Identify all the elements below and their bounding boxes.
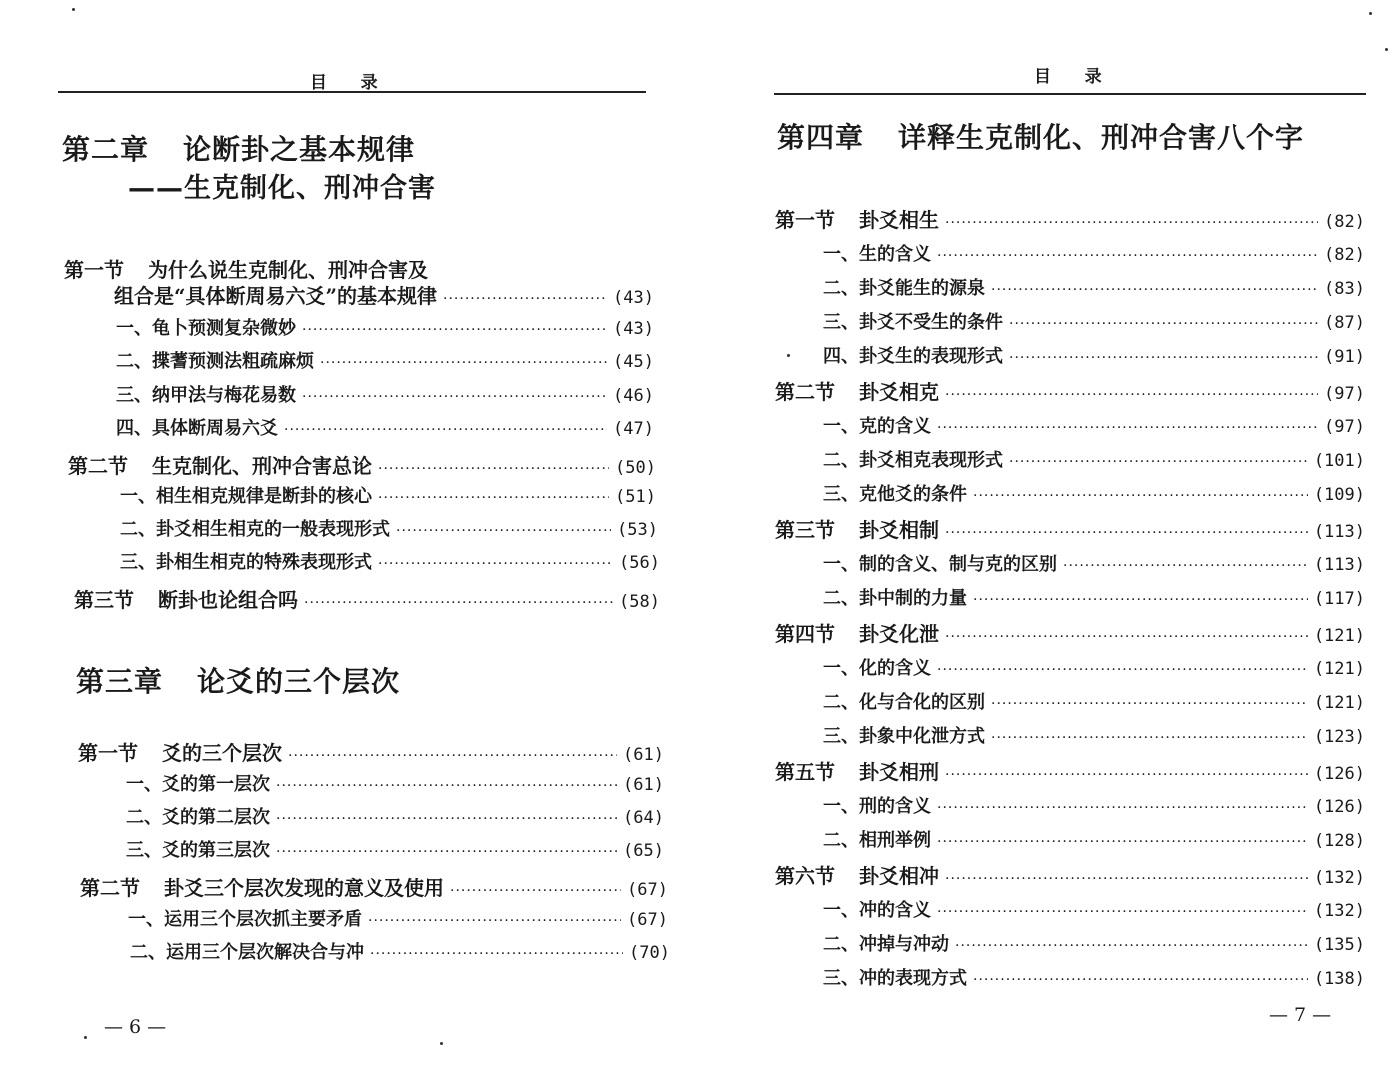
toc-item[interactable] — [126, 803, 664, 833]
page-number: (113) — [1313, 555, 1365, 575]
scan-speck — [787, 354, 790, 357]
item-label: 一、运用三个层次抓主要矛盾 — [128, 909, 362, 930]
toc-item[interactable] — [116, 347, 654, 377]
dot-leader — [284, 422, 607, 438]
page-number: (132) — [1313, 901, 1365, 921]
section-label — [775, 376, 939, 405]
item-label: 一、爻的第一层次 — [126, 774, 270, 795]
page-number: (128) — [1313, 831, 1365, 851]
header-rule — [774, 93, 1366, 95]
item-label: 一、龟卜预测复杂微妙 — [116, 318, 296, 339]
section-title: 卦爻相刑 — [859, 760, 939, 784]
toc-section-entry[interactable] — [775, 204, 1365, 234]
item-label: 一、生的含义 — [823, 244, 931, 265]
item-label: 二、揲蓍预测法粗疏麻烦 — [116, 351, 314, 372]
dot-leader — [991, 696, 1308, 712]
dot-leader — [991, 282, 1318, 298]
page-number: (58) — [619, 592, 660, 612]
section-title: 卦爻相冲 — [859, 864, 939, 888]
section-number: 第一节 — [775, 208, 835, 232]
dot-leader — [973, 972, 1308, 988]
dot-leader — [378, 490, 609, 506]
section-number: 第三节 — [74, 588, 134, 612]
page-number: (83) — [1324, 279, 1365, 299]
dot-leader — [396, 523, 611, 539]
header-rule — [58, 91, 646, 93]
section-label — [74, 584, 298, 613]
page-number: (126) — [1313, 764, 1365, 784]
dot-leader — [368, 913, 621, 929]
chapter-3-heading — [76, 660, 400, 700]
dot-leader — [288, 748, 617, 764]
item-label: 一、冲的含义 — [823, 900, 931, 921]
item-label: 一、相生相克规律是断卦的核心 — [120, 486, 372, 507]
chapter-2-subtitle: ——生克制化、刑冲合害 — [128, 173, 436, 204]
dot-leader — [955, 938, 1308, 954]
section-number: 第三节 — [775, 518, 835, 542]
dot-leader — [973, 488, 1308, 504]
dot-leader — [370, 946, 623, 962]
page-number: (97) — [1324, 417, 1365, 437]
dot-leader — [937, 834, 1308, 850]
item-label: 三、卦相生相克的特殊表现形式 — [120, 552, 372, 573]
toc-section-entry[interactable] — [78, 737, 664, 767]
item-label: 一、克的含义 — [823, 416, 931, 437]
section-number: 第二节 — [68, 454, 128, 478]
item-label: 三、卦象中化泄方式 — [823, 726, 985, 747]
toc-item[interactable] — [120, 515, 658, 545]
toc-section-entry[interactable] — [775, 376, 1365, 406]
section-title: 为什么说生克制化、刑冲合害及 — [148, 258, 428, 282]
toc-item[interactable] — [823, 550, 1365, 580]
section-title: 卦爻相制 — [859, 518, 939, 542]
chapter-4-heading — [777, 116, 1304, 156]
page-number: (82) — [1324, 212, 1365, 232]
dot-leader — [1009, 350, 1318, 366]
section-label — [775, 618, 939, 647]
scan-speck — [1369, 12, 1372, 15]
dot-leader — [450, 883, 621, 899]
dot-leader — [945, 871, 1308, 887]
page-number: (113) — [1313, 522, 1365, 542]
toc-section-entry[interactable] — [775, 756, 1365, 786]
item-label: 三、克他爻的条件 — [823, 484, 967, 505]
page-number: (82) — [1324, 245, 1365, 265]
section-number: 第二节 — [775, 380, 835, 404]
running-head: 目 录 — [1034, 67, 1104, 87]
section-title-continued: 组合是“具体断周易六爻”的基本规律 — [114, 284, 438, 308]
page-number: (109) — [1313, 485, 1365, 505]
toc-item[interactable] — [116, 381, 654, 411]
dot-leader — [276, 844, 617, 860]
dot-leader — [937, 662, 1308, 678]
page-number: (61) — [623, 775, 664, 795]
dot-leader — [1009, 316, 1318, 332]
page-number: (47) — [613, 419, 654, 439]
page-number: (101) — [1313, 451, 1365, 471]
toc-item[interactable] — [120, 482, 656, 512]
toc-item[interactable] — [823, 792, 1365, 822]
toc-section-heading — [64, 254, 428, 283]
dot-leader — [945, 525, 1308, 541]
page-number: (43) — [613, 288, 654, 308]
toc-item[interactable] — [823, 722, 1365, 752]
section-title: 卦爻化泄 — [859, 622, 939, 646]
page-number: (135) — [1313, 935, 1365, 955]
item-label: 四、具体断周易六爻 — [116, 418, 278, 439]
toc-item[interactable] — [823, 274, 1365, 304]
item-label: 三、纳甲法与梅花易数 — [116, 385, 296, 406]
dot-leader — [378, 556, 613, 572]
toc-item[interactable] — [120, 548, 660, 578]
dot-leader — [443, 291, 607, 307]
toc-item[interactable] — [116, 414, 654, 444]
chapter-title: 详释生克制化、刑冲合害八个字 — [898, 121, 1305, 154]
page-folio: — 7 — — [1269, 1004, 1332, 1026]
dot-leader — [276, 778, 617, 794]
toc-section-entry[interactable] — [68, 450, 656, 480]
toc-section-entry[interactable] — [775, 860, 1365, 890]
toc-item[interactable] — [823, 412, 1365, 442]
item-label: 三、卦爻不受生的条件 — [823, 312, 1003, 333]
page-number: (121) — [1313, 626, 1365, 646]
toc-item[interactable] — [823, 446, 1365, 476]
page-number: (132) — [1313, 868, 1365, 888]
section-label — [775, 756, 939, 785]
item-label: 一、化的含义 — [823, 658, 931, 679]
page-number: (123) — [1313, 727, 1365, 747]
toc-item[interactable] — [823, 480, 1365, 510]
toc-item[interactable] — [823, 342, 1365, 372]
dot-leader — [320, 355, 607, 371]
section-title: 卦爻三个层次发现的意义及使用 — [164, 876, 444, 900]
item-label: 二、卦中制的力量 — [823, 588, 967, 609]
chapter-title: 论爻的三个层次 — [197, 665, 401, 698]
page-number: (46) — [613, 386, 654, 406]
scan-speck — [84, 1036, 87, 1039]
chapter-2-heading — [62, 128, 415, 168]
section-title: 生克制化、刑冲合害总论 — [152, 454, 372, 478]
section-number: 第一节 — [64, 258, 124, 282]
toc-section-entry[interactable] — [74, 584, 660, 614]
section-number: 第一节 — [78, 741, 138, 765]
item-label: 三、爻的第三层次 — [126, 840, 270, 861]
item-label: 二、相刑举例 — [823, 830, 931, 851]
toc-item[interactable] — [823, 826, 1365, 856]
toc-item[interactable] — [128, 905, 668, 935]
toc-item[interactable] — [823, 308, 1365, 338]
section-label — [78, 737, 282, 766]
toc-item[interactable] — [823, 584, 1365, 614]
page-number: (126) — [1313, 797, 1365, 817]
dot-leader — [991, 730, 1308, 746]
section-label — [775, 204, 939, 233]
toc-item[interactable] — [130, 938, 670, 968]
toc-section-entry[interactable] — [775, 618, 1365, 648]
page-number: (51) — [615, 487, 656, 507]
section-title: 卦爻相克 — [859, 380, 939, 404]
dot-leader — [304, 595, 613, 611]
chapter-number: 第二章 — [62, 133, 150, 166]
toc-section-entry[interactable] — [775, 514, 1365, 544]
dot-leader — [937, 248, 1318, 264]
page-number: (56) — [619, 553, 660, 573]
item-label: 二、卦爻相克表现形式 — [823, 450, 1003, 471]
section-label — [80, 872, 444, 901]
page-number: (43) — [613, 319, 654, 339]
item-label: 一、刑的含义 — [823, 796, 931, 817]
page-number: (53) — [617, 520, 658, 540]
page-number: (121) — [1313, 693, 1365, 713]
chapter-title: 论断卦之基本规律 — [183, 133, 416, 166]
scan-speck — [72, 8, 75, 11]
page-number: (70) — [629, 943, 670, 963]
page-number: (97) — [1324, 384, 1365, 404]
item-label: 四、卦爻生的表现形式 — [823, 346, 1003, 367]
page-folio: — 6 — — [104, 1016, 167, 1038]
page-number: (65) — [623, 841, 664, 861]
dot-leader — [937, 800, 1308, 816]
scan-speck — [440, 1042, 443, 1045]
page-number: (121) — [1313, 659, 1365, 679]
chapter-number: 第三章 — [76, 665, 164, 698]
toc-item[interactable] — [823, 240, 1365, 270]
page-number: (61) — [623, 745, 664, 765]
running-head: 目 录 — [310, 73, 380, 93]
section-number: 第四节 — [775, 622, 835, 646]
section-title: 卦爻相生 — [859, 208, 939, 232]
item-label: 二、冲掉与冲动 — [823, 934, 949, 955]
dot-leader — [945, 629, 1308, 645]
page-number: (50) — [615, 458, 656, 478]
toc-section-entry[interactable] — [114, 280, 654, 310]
toc-section-entry[interactable] — [80, 872, 668, 902]
chapter-number: 第四章 — [777, 121, 865, 154]
item-label: 一、制的含义、制与克的区别 — [823, 554, 1057, 575]
item-label: 三、冲的表现方式 — [823, 968, 967, 989]
section-number: 第五节 — [775, 760, 835, 784]
dot-leader — [945, 767, 1308, 783]
toc-item[interactable] — [823, 654, 1365, 684]
page-number: (67) — [627, 880, 668, 900]
item-label: 二、爻的第二层次 — [126, 807, 270, 828]
dot-leader — [276, 811, 617, 827]
toc-item[interactable] — [823, 688, 1365, 718]
page-number: (87) — [1324, 313, 1365, 333]
toc-item[interactable] — [116, 314, 654, 344]
toc-item[interactable] — [823, 930, 1365, 960]
section-label — [68, 450, 372, 479]
page-number: (45) — [613, 352, 654, 372]
dot-leader — [1009, 454, 1308, 470]
section-label — [775, 514, 939, 543]
scan-speck — [1385, 48, 1388, 51]
dot-leader — [945, 215, 1318, 231]
dot-leader — [945, 387, 1318, 403]
toc-item[interactable] — [823, 964, 1365, 994]
section-number: 第二节 — [80, 876, 140, 900]
dot-leader — [1063, 558, 1308, 574]
toc-item[interactable] — [126, 836, 664, 866]
toc-item[interactable] — [126, 770, 664, 800]
dot-leader — [973, 592, 1308, 608]
page-number: (67) — [627, 910, 668, 930]
toc-item[interactable] — [823, 896, 1365, 926]
page-number: (117) — [1313, 589, 1365, 609]
section-title: 断卦也论组合吗 — [158, 588, 298, 612]
dot-leader — [937, 420, 1318, 436]
right-page — [699, 0, 1398, 1074]
page-number: (138) — [1313, 969, 1365, 989]
item-label: 二、化与合化的区别 — [823, 692, 985, 713]
item-label: 二、运用三个层次解决合与冲 — [130, 942, 364, 963]
dot-leader — [937, 904, 1308, 920]
item-label: 二、卦爻相生相克的一般表现形式 — [120, 519, 390, 540]
item-label: 二、卦爻能生的源泉 — [823, 278, 985, 299]
dot-leader — [302, 322, 607, 338]
section-label — [775, 860, 939, 889]
page-number: (91) — [1324, 347, 1365, 367]
dot-leader — [378, 461, 609, 477]
section-number: 第六节 — [775, 864, 835, 888]
page-number: (64) — [623, 808, 664, 828]
section-title: 爻的三个层次 — [162, 741, 282, 765]
dot-leader — [302, 389, 607, 405]
